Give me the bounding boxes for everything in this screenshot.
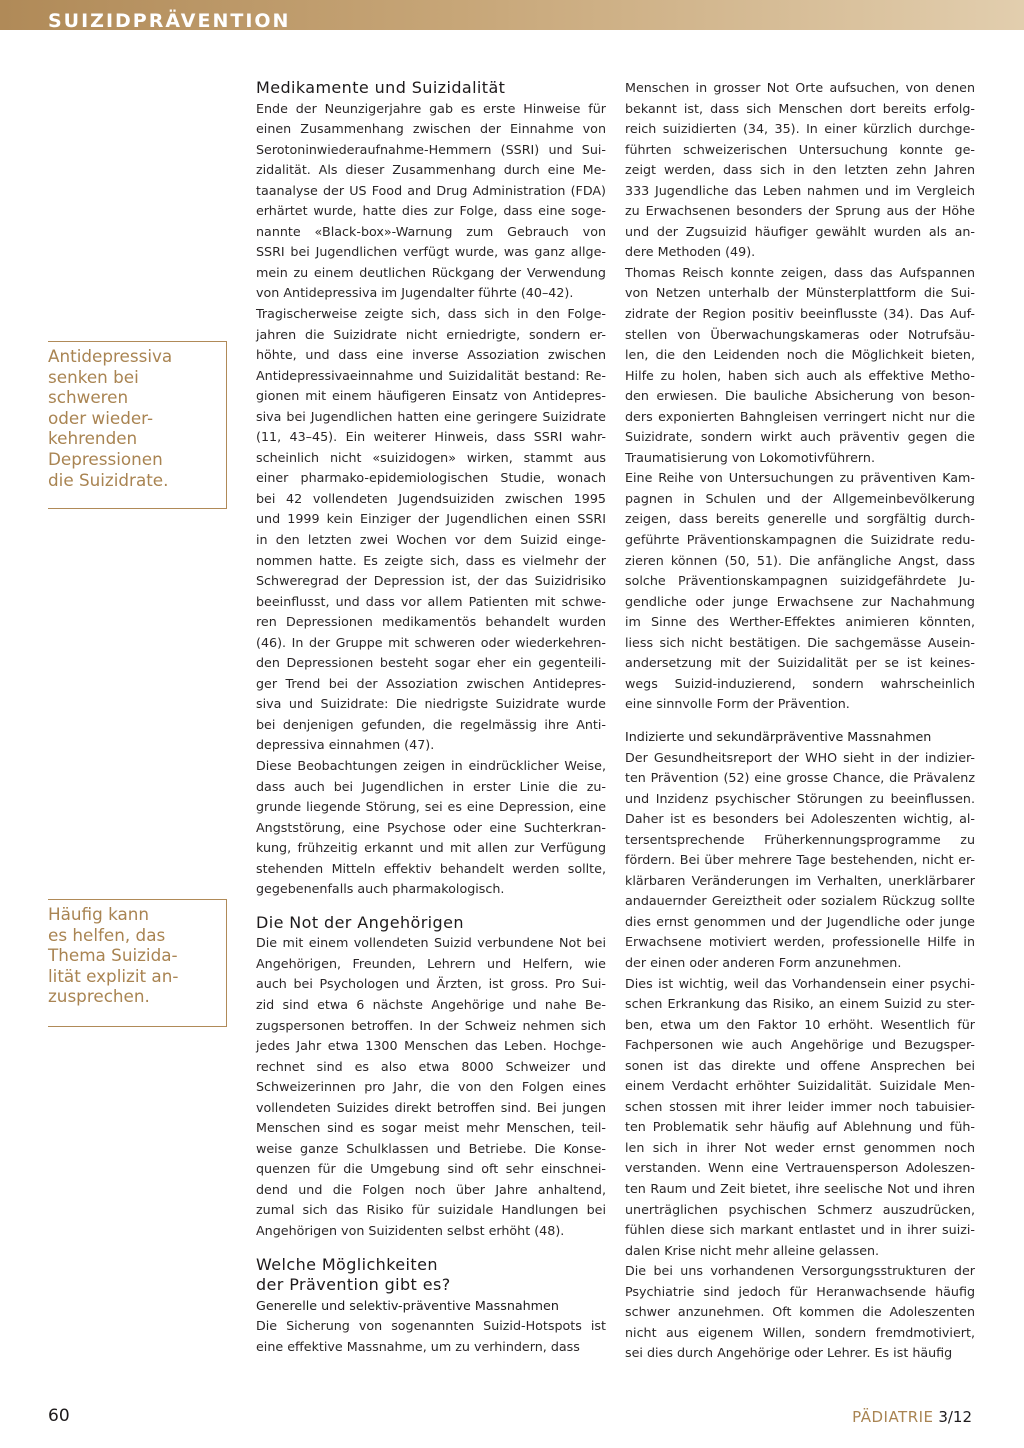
text-line: rechnet sind es also etwa 8000 Schweizer und	[256, 1058, 606, 1074]
paragraph	[256, 756, 606, 900]
text-line: und Inzidenz psychischer Störungen zu beeinflussen.	[625, 790, 975, 806]
text-line: zeigt werden, dass sich in den letzten zehn Jahren	[625, 162, 975, 178]
text-line: Die Sicherung von sogenannten Suizid-Hotspots ist	[256, 1318, 606, 1334]
text-line: ders exponierten Bahngleisen verringert nicht nur die	[625, 408, 975, 424]
pullquote-line: schweren	[48, 387, 129, 408]
journal-brand: PÄDIATRIE	[852, 1408, 934, 1426]
text-line: stellen von Überwachungskameras oder Notrufsäu-	[625, 326, 975, 342]
text-line: beeinflusst, und dass vor allem Patienten mit schwe-	[256, 593, 606, 609]
text-line: dass auch bei Jugendlichen in erster Linie die zu-	[256, 778, 606, 794]
pullquote-line: Depressionen	[48, 448, 163, 469]
text-line: Fachpersonen wie auch Angehörige und Bezugsper-	[625, 1037, 975, 1053]
text-line: Diese Beobachtungen zeigen in eindrücklicher Weise,	[256, 758, 606, 773]
text-line: len, die den Leidenden noch die Möglichkeit bieten,	[625, 347, 975, 363]
heading-not-der-angehoerigen: Die Not der Angehörigen	[256, 912, 464, 932]
paragraph	[256, 1316, 606, 1357]
text-line: führten schweizerischen Untersuchung konnte ge-	[625, 141, 975, 157]
subheading-indizierte-massnahmen: Indizierte und sekundärpräventive Massnahmen	[625, 728, 932, 744]
text-line: zeigen, dass bereits generelle und sorgfältig durch-	[625, 511, 975, 527]
text-line: (46). In der Gruppe mit schweren oder wiederkehren-	[256, 634, 606, 650]
text-line: einem Verdacht erhöhter Suizidalität. Suizidale Men-	[625, 1078, 975, 1094]
heading-line: der Prävention gibt es?	[256, 1275, 451, 1295]
pullquote-line: oder wieder-	[48, 407, 154, 428]
text-line: und 1999 kein Einziger der Jugendlichen einen SSRI	[256, 511, 606, 527]
text-line: 333 Jugendliche das Leben nahmen und im Vergleich	[625, 182, 975, 198]
text-line: zugspersonen betroffen. In der Schweiz nehmen sich	[256, 1017, 606, 1033]
text-line: schen stossen mit ihrer leider immer noch tabuisier-	[625, 1098, 975, 1114]
text-line: erhärtet wurde, hatte dies zur Folge, dass eine soge-	[256, 203, 606, 219]
text-line: (11, 43–45). Ein weiterer Hinweis, dass SSRI wahr-	[256, 429, 606, 445]
text-line: gegebenenfalls auch pharmakologisch.	[256, 881, 505, 897]
text-line: pagnen in Schulen und der Allgemeinbevölkerung	[625, 490, 975, 506]
text-line: und der Zugsuizid häufiger gewählt wurden als an-	[625, 223, 975, 239]
paragraph	[256, 99, 606, 304]
text-line: vollendeten Suizides direkt betroffen sind. Bei jungen	[256, 1099, 606, 1115]
text-line: ger Trend bei der Assoziation zwischen Antidepres-	[256, 675, 606, 691]
text-line: ten Raum und Zeit bietet, ihre seelische Not und ihren	[625, 1180, 975, 1196]
pullquote-line: lität explizit an-	[48, 965, 179, 986]
text-line: depressiva einnahmen (47).	[256, 737, 435, 753]
text-line: len sich in ihrer Not weder ernst genommen noch	[625, 1139, 975, 1155]
text-line: klärbaren Veränderungen im Verhalten, unerklärbarer	[625, 872, 975, 888]
text-line: quenzen für die Umgebung sind oft sehr einschnei-	[256, 1161, 606, 1177]
text-line: jedes Jahr etwa 1300 Menschen das Leben. Hochge-	[256, 1038, 606, 1054]
text-line: von Antidepressiva im Jugendalter führte (40–42).	[256, 285, 574, 301]
paragraph	[625, 748, 975, 974]
text-line: kung, frühzeitig erkannt und mit allen zur Verfügung	[256, 840, 606, 856]
text-line: Thomas Reisch konnte zeigen, dass das Aufspannen	[625, 264, 975, 280]
text-line: bei denjenigen gefunden, die regelmässig ihre Anti-	[256, 716, 606, 732]
text-line: zidrate der Region positiv beeinflusste (34). Das Auf-	[625, 306, 975, 322]
text-line: Traumatisierung von Lokomotivführern.	[625, 449, 875, 465]
text-line: eine sinnvolle Form der Prävention.	[625, 696, 850, 712]
text-line: dend und die Folgen noch über Jahre anhaltend,	[256, 1181, 606, 1197]
text-line: den Depressionen besteht sogar eher ein gegenteili-	[256, 655, 606, 671]
pullquote-line: zusprechen.	[48, 986, 150, 1007]
text-line: zu Erwachsenen besonders der Sprung aus der Höhe	[625, 203, 975, 219]
text-line: Hilfe zu holen, haben sich auch als effektive Metho-	[625, 367, 975, 383]
text-line: Die mit einem vollendeten Suizid verbundene Not bei	[256, 935, 606, 951]
text-line: bekannt ist, dass sich Menschen dort bereits erfolg-	[625, 100, 975, 116]
journal-footer	[852, 1408, 972, 1426]
text-line: Angehörigen von Suizidenten selbst erhöht (48).	[256, 1222, 565, 1238]
issue-number: 3/12	[938, 1408, 972, 1426]
heading-line: Welche Möglichkeiten	[256, 1254, 438, 1274]
text-line: in den letzten zwei Wochen vor dem Suizid einge-	[256, 531, 606, 547]
text-line: gendliche oder junge Erwachsene zur Nachahmung	[625, 593, 975, 609]
text-line: Angststörung, eine Psychose oder eine Suchterkran-	[256, 819, 606, 835]
text-line: Menschen sind es sogar meist mehr Menschen, teil-	[256, 1120, 606, 1136]
paragraph	[625, 78, 975, 263]
text-line: im Sinne des Werther-Effektes animieren könnten,	[625, 614, 975, 630]
text-line: auch bei Psychologen und Ärzten, ist gross. Pro Sui-	[256, 976, 606, 992]
text-line: Eine Reihe von Untersuchungen zu präventiven Kam-	[625, 470, 975, 486]
text-line: dalen Krise nicht mehr alleine gelassen.	[625, 1242, 880, 1258]
text-line: Tragischerweise zeigte sich, dass sich in den Folge-	[256, 305, 606, 321]
paragraph	[625, 468, 975, 715]
text-line: ren Depressionen medikamentös behandelt wurden	[256, 614, 606, 630]
text-line: nannte «Black-box»-Warnung zum Gebrauch von	[256, 223, 606, 239]
pullquote-antidepressiva	[48, 341, 227, 509]
page-number: 60	[48, 1406, 70, 1426]
text-line: liess sich nicht bestätigen. Die sachgemässe Ausein-	[625, 634, 975, 650]
text-line: Suizidrate, sondern wirkt auch präventiv gegen die	[625, 429, 975, 445]
text-line: tersentsprechende Früherkennungsprogramme zu	[625, 831, 975, 847]
text-line: nicht aus eigenem Willen, sondern fremdmotiviert,	[625, 1324, 975, 1340]
text-line: Psychiatrie sind jedoch für Heranwachsende häufig	[625, 1283, 975, 1299]
text-line: reich suizidierten (34, 35). In einer kürzlich durchge-	[625, 121, 975, 137]
text-line: höhte, und dass eine inverse Assoziation zwischen	[256, 347, 606, 363]
text-line: grunde liegende Störung, sei es eine Depression, eine	[256, 799, 606, 815]
heading-moeglichkeiten-praevention	[256, 1255, 606, 1296]
text-line: solche Präventionskampagnen suizidgefährdete Ju-	[625, 573, 975, 589]
subheading-generelle-massnahmen: Generelle und selektiv-präventive Massnahmen	[256, 1297, 559, 1313]
pullquote-line: Antidepressiva	[48, 346, 173, 366]
text-line: sonen ist das direkte und offene Ansprechen bei	[625, 1057, 975, 1073]
text-line: wegs Suizid-induzierend, sondern wahrscheinlich	[625, 675, 975, 691]
text-line: stehenden Mitteln effektiv behandelt werden sollte,	[256, 860, 606, 876]
text-line: unerträglichen psychischen Schmerz auszudrücken,	[625, 1201, 975, 1217]
text-line: zid sind etwa 6 nächste Angehörige und nahe Be-	[256, 996, 606, 1012]
text-line: der einen oder anderen Form anzunehmen.	[625, 954, 902, 970]
text-line: nommen hatte. Es zeigte sich, dass es vielmehr der	[256, 552, 606, 568]
pullquote-line: kehrenden	[48, 428, 138, 449]
text-line: schen Erkrankung das Risiko, an einem Suizid zu ster-	[625, 996, 975, 1012]
text-line: scheinlich nicht «suizidogen» wirken, stammt aus	[256, 449, 606, 465]
pullquote-line: die Suizidrate.	[48, 469, 169, 490]
text-line: verstanden. Wenn eine Vertrauensperson Adoleszen-	[625, 1160, 975, 1176]
text-line: zidalität. Als dieser Zusammenhang durch eine Me-	[256, 162, 606, 178]
text-line: Angehörigen, Freunden, Lehrern und Helfern, wie	[256, 955, 606, 971]
paragraph	[256, 304, 606, 756]
text-line: Der Gesundheitsreport der WHO sieht in der indizier-	[625, 749, 975, 765]
text-column-right	[625, 78, 975, 1364]
pullquote-line: Thema Suizida-	[48, 945, 178, 966]
text-line: fühlen diese sich markant entlastet und in ihrer suizi-	[625, 1222, 975, 1238]
text-line: Die bei uns vorhandenen Versorgungsstrukturen der	[625, 1263, 975, 1279]
text-line: Dies ist wichtig, weil das Vorhandensein einer psychi-	[625, 975, 975, 991]
paragraph	[625, 263, 975, 468]
text-line: ten Prävention (52) eine grosse Chance, die Prävalenz	[625, 770, 975, 786]
pullquote-line: senken bei	[48, 366, 139, 387]
text-line: Menschen in grosser Not Orte aufsuchen, von denen	[625, 80, 975, 95]
text-line: weise ganze Schulklassen und Betriebe. Die Konse-	[256, 1140, 606, 1156]
text-line: Daher ist es besonders bei Adoleszenten wichtig, al-	[625, 811, 975, 827]
text-line: eine effektive Massnahme, um zu verhindern, dass	[256, 1338, 580, 1354]
heading-medikamente: Medikamente und Suizidalität	[256, 78, 506, 97]
text-line: Serotoninwiederaufnahme-Hemmern (SSRI) und Sui-	[256, 141, 606, 157]
pullquote-thema-ansprechen	[48, 899, 227, 1027]
text-line: taanalyse der US Food and Drug Administration (FDA)	[256, 182, 606, 198]
text-line: sei dies durch Angehörige oder Lehrer. Es ist häufig	[625, 1345, 953, 1361]
text-line: Erwachsene motiviert werden, professionelle Hilfe in	[625, 934, 975, 950]
text-line: den erwiesen. Die bauliche Absicherung von beson-	[625, 388, 975, 404]
text-line: gionen mit einem häufigeren Einsatz von Antidepres-	[256, 388, 606, 404]
text-column-left	[256, 78, 606, 1357]
section-title: SUIZIDPRÄVENTION	[48, 10, 291, 32]
text-line: von Netzen unterhalb der Münsterplattform die Sui-	[625, 285, 975, 301]
text-line: SSRI bei Jugendlichen verfügt wurde, was ganz allge-	[256, 244, 606, 260]
text-line: einen Zusammenhang zwischen der Einnahme von	[256, 121, 606, 137]
text-line: einer pharmako-epidemiologischen Studie, wonach	[256, 470, 606, 486]
header-bar	[0, 0, 1024, 30]
text-line: Schweregrad der Depression ist, der das Suizidrisiko	[256, 573, 606, 589]
text-line: Schweizerinnen pro Jahr, die von den Folgen eines	[256, 1079, 606, 1095]
text-line: ben, etwa um den Faktor 10 erhöht. Wesentlich für	[625, 1016, 975, 1032]
text-line: schwer anzunehmen. Oft kommen die Adoleszenten	[625, 1304, 975, 1320]
text-line: dere Methoden (49).	[625, 244, 756, 260]
text-line: dies ernst genommen und der Jugendliche oder junge	[625, 913, 975, 929]
text-line: mein zu einem deutlichen Rückgang der Verwendung	[256, 264, 606, 280]
text-line: zieren können (50, 51). Die anfängliche Angst, dass	[625, 552, 975, 568]
text-line: siva bei Jugendlichen hatten eine geringere Suizidrate	[256, 408, 606, 424]
text-line: ten Problematik sehr häufig auf Ablehnung und füh-	[625, 1119, 975, 1135]
paragraph	[256, 933, 606, 1241]
pullquote-line: es helfen, das	[48, 924, 166, 945]
text-line: siva und Suizidrate: Die niedrigste Suizidrate wurde	[256, 696, 606, 712]
text-line: bei 42 vollendeten Jugendsuiziden zwischen 1995	[256, 490, 606, 506]
text-line: fördern. Bei über mehrere Tage bestehenden, nicht er-	[625, 852, 975, 868]
pullquote-line: Häufig kann	[48, 904, 150, 924]
text-line: Ende der Neunzigerjahre gab es erste Hinweise für	[256, 100, 606, 116]
text-line: andersetzung mit der Suizidalität per se ist keines-	[625, 655, 975, 671]
text-line: Antidepressivaeinnahme und Suizidalität bestand: Re-	[256, 367, 606, 383]
text-line: jahren die Suizidrate nicht erniedrigte, sondern er-	[256, 326, 606, 342]
text-line: andauernder Gereiztheit oder sozialem Rückzug sollte	[625, 893, 975, 909]
text-line: geführte Präventionskampagnen die Suizidrate redu-	[625, 532, 975, 548]
paragraph	[625, 974, 975, 1262]
text-line: zumal sich das Risiko für suizidale Handlungen bei	[256, 1202, 606, 1218]
paragraph	[625, 1261, 975, 1364]
